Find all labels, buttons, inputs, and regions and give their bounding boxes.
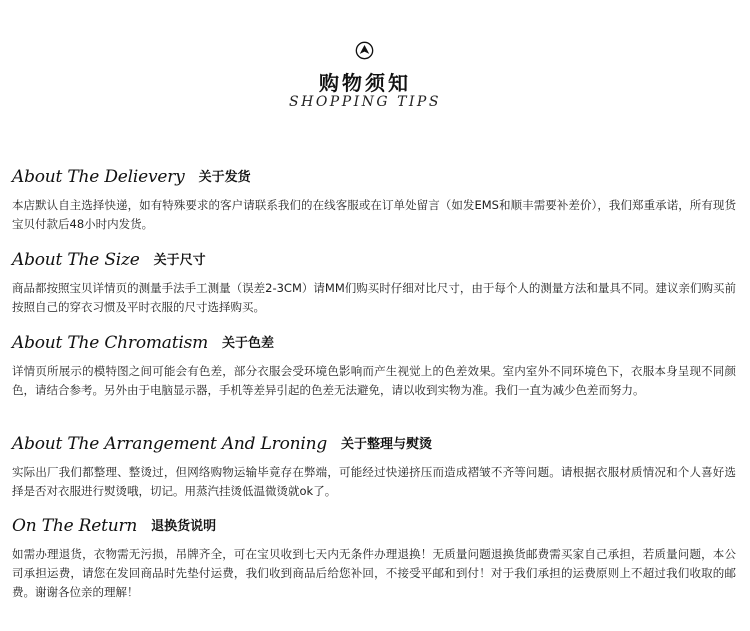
section-size (12, 249, 736, 317)
section-text: 如需办理退货，衣物需无污损，吊牌齐全，可在宝贝收到七天内无条件办理退换！无质量问题退换货邮费需买家自己承担，若质量问题，本公司承担运费，请您在发回商品时先垫付运费，我们收到商品后给您补回，不接受平邮和到付！对于我们承担的运费原则上不超过我们收取的邮费。谢谢各位亲的理解！ (12, 547, 736, 599)
section-title-en: About The Chromatism (12, 333, 209, 353)
section-title-en: On The Return (12, 516, 138, 536)
page-subtitle: SHOPPING TIPS (289, 94, 441, 110)
section-text: 商品都按照宝贝详情页的测量手法手工测量（误差2-3CM）请MM们购买时仔细对比尺寸，由于每个人的测量方法和量具不同。建议亲们购买前按照自己的穿衣习惯及平时衣服的尺寸选择购买。 (12, 281, 736, 314)
section-chromatism (12, 332, 736, 400)
section-title-cn: 关于整理与熨烫 (341, 437, 433, 452)
section-title-cn: 退换货说明 (151, 519, 217, 534)
section-title-cn: 关于发货 (198, 170, 251, 185)
up-arrow-circle-icon (355, 41, 374, 60)
section-ironing (12, 433, 736, 501)
section-text: 详情页所展示的模特图之间可能会有色差，部分衣服会受环境色影响而产生视觉上的色差效果。室内室外不同环境色下，衣服本身呈现不同颜色，请结合参考。另外由于电脑显示器，手机等差异引起的色差无法避免，请以收到实物为准。我们一直为减少色差而努力。 (12, 364, 736, 397)
section-title-cn: 关于尺寸 (153, 253, 206, 268)
section-title-en: About The Arrangement And Lroning (12, 434, 328, 454)
page-title: 购物须知 (319, 71, 411, 95)
section-return (12, 515, 736, 602)
section-title-en: About The Size (12, 250, 140, 270)
section-delivery (12, 166, 736, 234)
section-text: 本店默认自主选择快递，如有特殊要求的客户请联系我们的在线客服或在订单处留言（如发EMS和顺丰需要补差价），我们郑重承诺，所有现货宝贝付款后48小时内发货。 (12, 198, 736, 231)
section-title-en: About The Delievery (12, 167, 185, 187)
section-text: 实际出厂我们都整理、整烫过，但网络购物运输毕竟存在弊端，可能经过快递挤压而造成褶皱不齐等问题。请根据衣服材质情况和个人喜好选择是否对衣服进行熨烫哦，切记。用蒸汽挂烫低温微烫就ok了。 (12, 465, 736, 498)
section-title-cn: 关于色差 (222, 336, 275, 351)
